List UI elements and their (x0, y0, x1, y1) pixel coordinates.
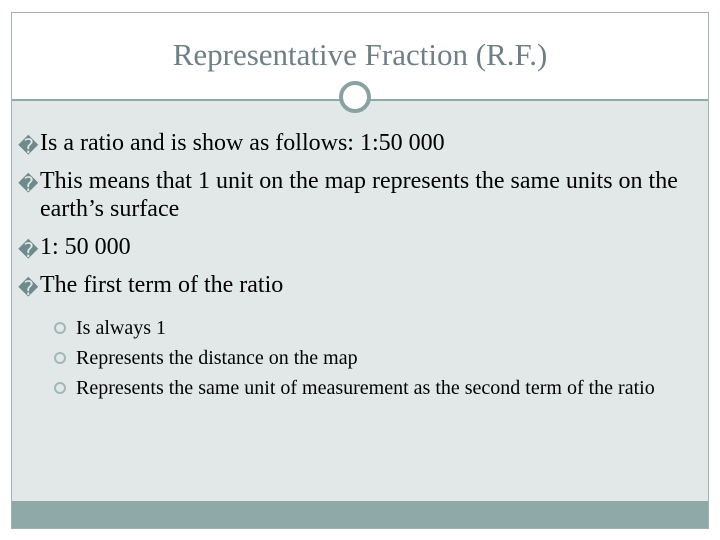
list-item (18, 271, 698, 299)
ring-icon (339, 81, 371, 113)
hollow-circle-icon (54, 352, 66, 364)
sub-bullet-text: Represents the same unit of measurement as the second term of the ratio (76, 377, 655, 399)
bullet-icon: � (18, 134, 39, 158)
hollow-circle-icon (54, 382, 66, 394)
bullet-icon: � (18, 172, 39, 196)
list-item (18, 167, 698, 223)
sub-list-item (54, 315, 694, 341)
sub-bullet-text: Is always 1 (76, 317, 166, 339)
bullet-icon: � (18, 238, 39, 262)
list-item (18, 129, 698, 157)
bullet-list (18, 129, 698, 309)
bullet-text: The first term of the ratio (40, 272, 284, 298)
hollow-circle-icon (54, 322, 66, 334)
list-item (18, 233, 698, 261)
bullet-icon: � (18, 276, 39, 300)
slide (11, 12, 709, 529)
sub-bullet-list (54, 315, 694, 405)
bullet-text: This means that 1 unit on the map represents the same units on the earth’s surface (40, 168, 678, 222)
slide-title: Representative Fraction (R.F.) (172, 37, 548, 72)
sub-list-item (54, 375, 694, 401)
bullet-text: Is a ratio and is show as follows: 1:50 000 (40, 130, 445, 156)
sub-list-item (54, 345, 694, 371)
bullet-text: 1: 50 000 (40, 234, 131, 260)
footer-bar (12, 501, 708, 528)
sub-bullet-text: Represents the distance on the map (76, 347, 358, 369)
